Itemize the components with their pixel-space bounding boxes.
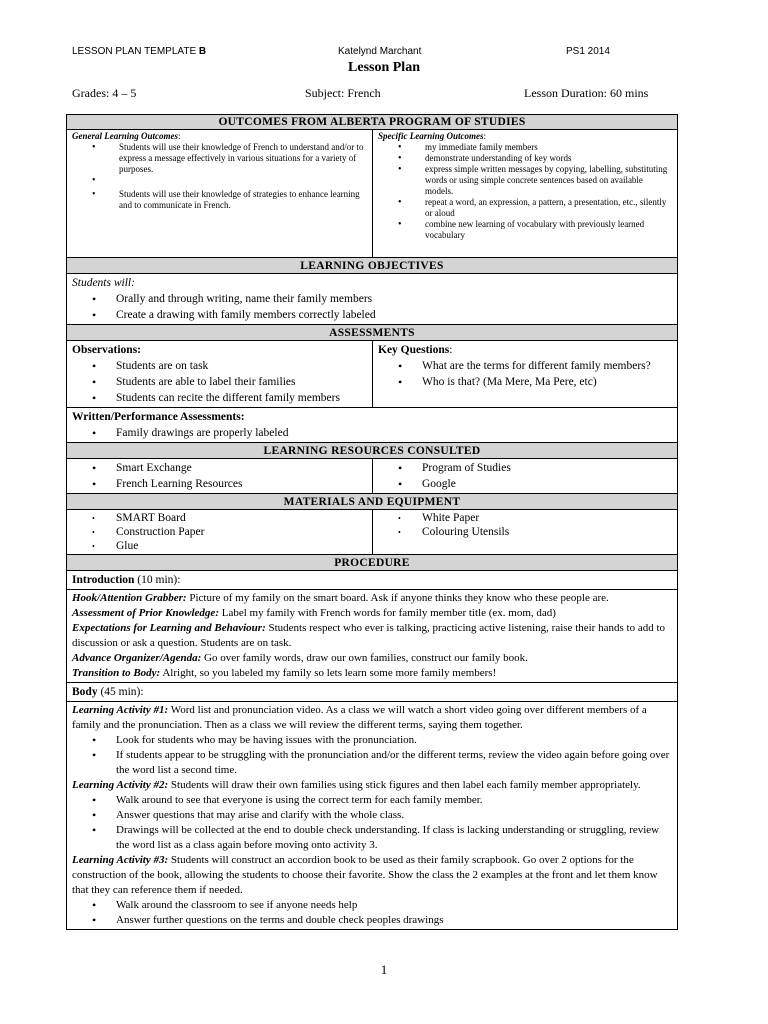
duration-text: Lesson Duration: 60 mins bbox=[524, 86, 649, 100]
activity-2-text: Students will draw their own families using stick figures and then label each family member appropriately. bbox=[168, 779, 641, 791]
list-item: • Program of Studies bbox=[378, 460, 672, 476]
key-questions: Key Questions: • What are the terms for different family members? • Who is that? (Ma Mere, Ma Pere, etc) bbox=[373, 341, 677, 407]
activity-1-label: Learning Activity #1: bbox=[72, 704, 169, 716]
list-item: • Drawings will be collected at the end to double check understanding. If class is lacking understanding or struggling, review the word list as a class again before moving onto activity 3. bbox=[72, 823, 672, 853]
introduction-content bbox=[67, 590, 677, 682]
lesson-meta bbox=[72, 86, 702, 102]
assessments-heading: ASSESSMENTS bbox=[66, 325, 678, 341]
procedure-heading: PROCEDURE bbox=[66, 555, 678, 571]
objectives-intro: Students will: bbox=[72, 277, 135, 289]
list-item: • Colouring Utensils bbox=[378, 525, 672, 539]
list-item: • Who is that? (Ma Mere, Ma Pere, etc) bbox=[378, 374, 672, 390]
body-label bbox=[67, 683, 677, 701]
agenda-label: Advance Organizer/Agenda: bbox=[72, 652, 202, 664]
page-header bbox=[72, 46, 702, 60]
list-item: • White Paper bbox=[378, 511, 672, 525]
observations bbox=[67, 341, 373, 407]
written-assessments-label: Written/Performance Assessments: bbox=[72, 411, 245, 423]
template-label: LESSON PLAN TEMPLATE B bbox=[72, 46, 207, 57]
materials-row bbox=[66, 510, 678, 555]
body-time: (45 min): bbox=[97, 686, 144, 698]
materials-right bbox=[373, 510, 677, 554]
prior-text: Label my family with French words for family member title (ex. mom, dad) bbox=[218, 607, 556, 619]
written-assessments bbox=[67, 408, 677, 442]
list-item: • Students will use their knowledge of French to understand and/or to express a message effectively in various situations for a variety of purposes. bbox=[72, 142, 367, 175]
list-item: • Walk around to see that everyone is using the correct term for each family member. bbox=[72, 793, 672, 808]
list-item: • Orally and through writing, name their family members bbox=[72, 291, 672, 307]
lesson-plan-table bbox=[66, 114, 678, 930]
objectives-row bbox=[66, 274, 678, 325]
list-item: • Answer further questions on the terms and double check peoples drawings bbox=[72, 913, 672, 928]
assessments-row bbox=[66, 341, 678, 408]
list-item: • Look for students who may be having issues with the pronunciation. bbox=[72, 733, 672, 748]
general-outcomes-label: General Learning Outcomes bbox=[72, 131, 179, 141]
introduction-time: (10 min): bbox=[134, 574, 181, 586]
list-item: • demonstrate understanding of key words bbox=[378, 153, 672, 164]
outcomes-row bbox=[66, 130, 678, 258]
activity-3-text: Students will construct an accordion book to be used as their family scrapbook. Go over 2 options for the construction of the book, allowing the students to choose their favorite. Show the class the 2 examples at the front and let them know that they can reference them if needed. bbox=[72, 854, 658, 896]
key-questions-label: Key Questions bbox=[378, 344, 450, 356]
course-code: PS1 2014 bbox=[566, 46, 610, 57]
hook-label: Hook/Attention Grabber: bbox=[72, 592, 187, 604]
body-content bbox=[67, 702, 677, 929]
grades-text: Grades: 4 – 5 bbox=[72, 86, 137, 100]
agenda-text: Go over family words, draw our own families, construct our family book. bbox=[201, 652, 528, 664]
resources-left bbox=[67, 459, 373, 493]
written-assessments-row bbox=[66, 408, 678, 443]
prior-knowledge-paragraph bbox=[72, 606, 672, 621]
list-item: • Students are able to label their families bbox=[72, 374, 367, 390]
outcomes-heading: OUTCOMES FROM ALBERTA PROGRAM OF STUDIES bbox=[66, 114, 678, 130]
list-item: • Students are on task bbox=[72, 358, 367, 374]
subject-text: Subject: French bbox=[305, 86, 381, 100]
list-item: • combine new learning of vocabulary with previously learned vocabulary bbox=[378, 219, 672, 241]
materials-left bbox=[67, 510, 373, 554]
expectations-label: Expectations for Learning and Behaviour: bbox=[72, 622, 266, 634]
list-item: • Answer questions that may arise and clarify with the whole class. bbox=[72, 808, 672, 823]
list-item: • If students appear to be struggling with the pronunciation and/or the different terms, review the video again before going over the word list a second time. bbox=[72, 748, 672, 778]
list-item: • Smart Exchange bbox=[72, 460, 367, 476]
list-item: • my immediate family members bbox=[378, 142, 672, 153]
body-label-row bbox=[66, 683, 678, 702]
activity-2-paragraph bbox=[72, 778, 672, 793]
expectations-paragraph bbox=[72, 621, 672, 651]
activity-1-text: Word list and pronunciation video. As a class we will watch a short video going over different members of a family and the pronunciation. Then as a class we will review the different terms, saying them together. bbox=[72, 704, 647, 731]
activity-3-paragraph bbox=[72, 853, 672, 898]
hook-text: Picture of my family on the smart board. Ask if anyone thinks they know who these people are. bbox=[186, 592, 609, 604]
transition-label: Transition to Body: bbox=[72, 667, 161, 679]
body-row bbox=[66, 702, 678, 930]
list-item: • Glue bbox=[72, 539, 367, 553]
list-item: • What are the terms for different family members? bbox=[378, 358, 672, 374]
resources-row bbox=[66, 459, 678, 494]
activity-2-label: Learning Activity #2: bbox=[72, 779, 169, 791]
list-item: • Google bbox=[378, 476, 672, 492]
activity-1-paragraph bbox=[72, 703, 672, 733]
observations-label: Observations: bbox=[72, 344, 141, 356]
resources-right bbox=[373, 459, 677, 493]
list-item: • Walk around the classroom to see if anyone needs help bbox=[72, 898, 672, 913]
body-title: Body bbox=[72, 686, 98, 698]
transition-paragraph bbox=[72, 666, 672, 681]
hook-paragraph bbox=[72, 591, 672, 606]
author-name: Katelynd Marchant bbox=[338, 46, 422, 57]
transition-text: Alright, so you labeled my family so lets learn some more family members! bbox=[160, 667, 497, 679]
objectives-heading: LEARNING OBJECTIVES bbox=[66, 258, 678, 274]
list-item: • Construction Paper bbox=[72, 525, 367, 539]
list-item: • Family drawings are properly labeled bbox=[72, 425, 672, 441]
prior-label: Assessment of Prior Knowledge: bbox=[72, 607, 219, 619]
spacer bbox=[72, 175, 367, 189]
general-outcomes: General Learning Outcomes: • Students will use their knowledge of French to understand and/or to express a message effectively in various situations for a variety of purposes. • • Students will use their knowledge of strategies to enhance learning and to communicate in French. bbox=[67, 130, 373, 257]
list-item: • French Learning Resources bbox=[72, 476, 367, 492]
introduction-label bbox=[67, 571, 677, 589]
objectives-content bbox=[67, 274, 677, 324]
introduction-label-row bbox=[66, 571, 678, 590]
list-item: • Students will use their knowledge of strategies to enhance learning and to communicate in French. bbox=[72, 189, 367, 211]
materials-heading: MATERIALS AND EQUIPMENT bbox=[66, 494, 678, 510]
list-item: • repeat a word, an expression, a pattern, a presentation, etc., silently or aloud bbox=[378, 197, 672, 219]
specific-outcomes: Specific Learning Outcomes: • my immediate family members • demonstrate understanding of key words • express simple written messages by copying, labelling, substituting words or using simple concrete sentences based on available models. • repeat a word, an expression, a pattern, a presentation, etc., silently or aloud • combine new learning of vocabulary with previously learned vocabulary bbox=[373, 130, 677, 257]
page-number: 1 bbox=[380, 962, 388, 977]
resources-heading: LEARNING RESOURCES CONSULTED bbox=[66, 443, 678, 459]
introduction-row bbox=[66, 590, 678, 683]
activity-3-label: Learning Activity #3: bbox=[72, 854, 169, 866]
expectations-text: Students respect who ever is talking, practicing active listening, raise their hands to add to discussion or ask a question. Students are on task. bbox=[72, 622, 666, 649]
agenda-paragraph bbox=[72, 651, 672, 666]
introduction-title: Introduction bbox=[72, 574, 135, 586]
list-item: • Students can recite the different family members bbox=[72, 390, 367, 406]
list-item: • SMART Board bbox=[72, 511, 367, 525]
list-item: • express simple written messages by copying, labelling, substituting words or using simple concrete sentences based on available models. bbox=[378, 164, 672, 197]
list-item: • Create a drawing with family members correctly labeled bbox=[72, 307, 672, 323]
specific-outcomes-label: Specific Learning Outcomes bbox=[378, 131, 484, 141]
page-title: Lesson Plan bbox=[348, 60, 420, 75]
